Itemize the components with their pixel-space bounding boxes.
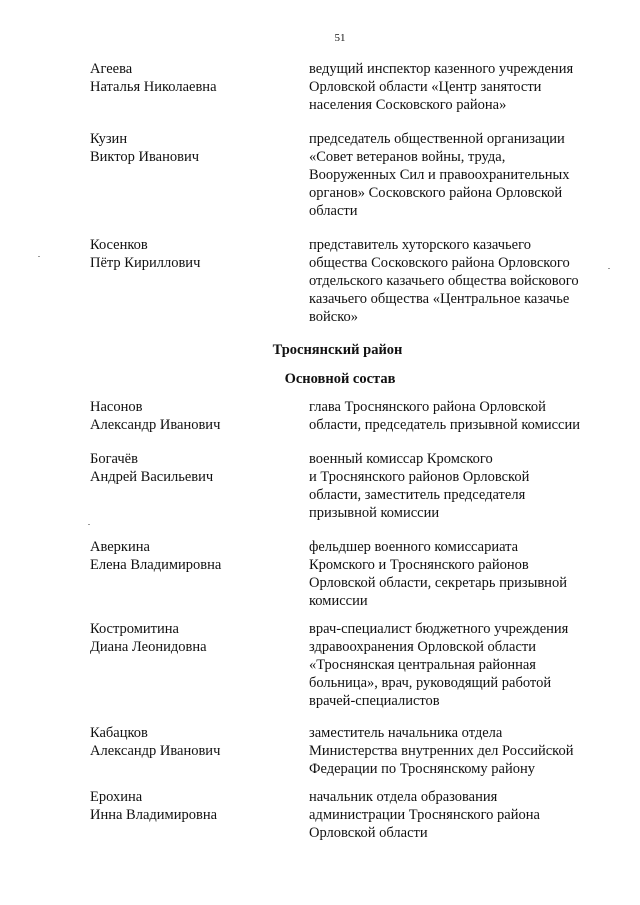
member-surname: Костромитина (90, 621, 179, 637)
member-surname: Ерохина (90, 789, 143, 805)
member-surname: Аверкина (90, 539, 150, 555)
role-line: администрации Троснянского района (309, 807, 540, 823)
role-line: здравоохранения Орловской области (309, 639, 536, 655)
role-line: врач-специалист бюджетного учреждения (309, 621, 569, 637)
member-surname: Насонов (90, 399, 143, 415)
role-line: председатель общественной организации (309, 131, 565, 147)
role-line: Орловской области (309, 825, 428, 841)
scan-speck (38, 256, 40, 257)
member-role (309, 788, 614, 842)
role-line: Федерации по Троснянскому району (309, 761, 536, 777)
role-line: органов» Сосковского района Орловской (309, 185, 563, 201)
role-line: врачей-специалистов (309, 693, 440, 709)
role-line: начальник отдела образования (309, 789, 498, 805)
member-given-names: Инна Владимировна (90, 807, 218, 823)
member-given-names: Наталья Николаевна (90, 79, 217, 95)
member-surname: Кабацков (90, 725, 148, 741)
role-line: «Совет ветеранов войны, труда, (309, 149, 506, 165)
member-surname: Кузин (90, 131, 128, 147)
district-heading: Троснянский район (272, 342, 403, 358)
member-name (90, 130, 300, 166)
role-line: глава Троснянского района Орловской (309, 399, 546, 415)
member-given-names: Александр Иванович (90, 417, 221, 433)
role-line: области, председатель призывной комиссии (309, 417, 580, 433)
member-role (309, 538, 614, 610)
role-line: «Троснянская центральная районная (309, 657, 536, 673)
role-line: ведущий инспектор казенного учреждения (309, 61, 574, 77)
member-name (90, 398, 300, 434)
role-line: Орловской области «Центр занятости (309, 79, 542, 95)
role-line: заместитель начальника отдела (309, 725, 503, 741)
role-line: области, заместитель председателя (309, 487, 526, 503)
role-line: Министерства внутренних дел Российской (309, 743, 574, 759)
member-given-names: Диана Леонидовна (90, 639, 207, 655)
composition-heading: Основной состав (284, 371, 396, 387)
scan-speck (608, 268, 610, 269)
member-role (309, 398, 614, 434)
role-line: призывной комиссии (309, 505, 440, 521)
member-name (90, 538, 300, 574)
member-given-names: Андрей Васильевич (90, 469, 214, 485)
member-role (309, 60, 614, 114)
member-given-names: Александр Иванович (90, 743, 221, 759)
role-line: области (309, 203, 358, 219)
member-name (90, 236, 300, 272)
role-line: Кромского и Троснянского районов (309, 557, 529, 573)
role-line: населения Сосковского района» (309, 97, 507, 113)
member-name (90, 788, 300, 824)
member-given-names: Пётр Кириллович (90, 255, 201, 271)
page-number: 51 (334, 32, 346, 44)
member-role (309, 620, 614, 710)
member-role (309, 130, 614, 220)
member-role (309, 724, 614, 778)
member-role (309, 450, 614, 522)
role-line: Вооруженных Сил и правоохранительных (309, 167, 570, 183)
role-line: фельдшер военного комиссариата (309, 539, 519, 555)
member-given-names: Виктор Иванович (90, 149, 200, 165)
member-surname: Богачёв (90, 451, 138, 467)
member-role (309, 236, 614, 326)
role-line: Орловской области, секретарь призывной (309, 575, 567, 591)
member-surname: Агеева (90, 61, 133, 77)
member-name (90, 724, 300, 760)
member-name (90, 450, 300, 486)
scan-speck (88, 524, 90, 525)
role-line: представитель хуторского казачьего (309, 237, 531, 253)
member-name (90, 60, 300, 96)
role-line: войско» (309, 309, 359, 325)
role-line: и Троснянского районов Орловской (309, 469, 530, 485)
role-line: казачьего общества «Центральное казачье (309, 291, 570, 307)
member-given-names: Елена Владимировна (90, 557, 222, 573)
role-line: военный комиссар Кромского (309, 451, 493, 467)
role-line: отдельского казачьего общества войскового (309, 273, 579, 289)
member-surname: Косенков (90, 237, 148, 253)
member-name (90, 620, 300, 656)
role-line: больница», врач, руководящий работой (309, 675, 552, 691)
role-line: общества Сосковского района Орловского (309, 255, 570, 271)
role-line: комиссии (309, 593, 368, 609)
